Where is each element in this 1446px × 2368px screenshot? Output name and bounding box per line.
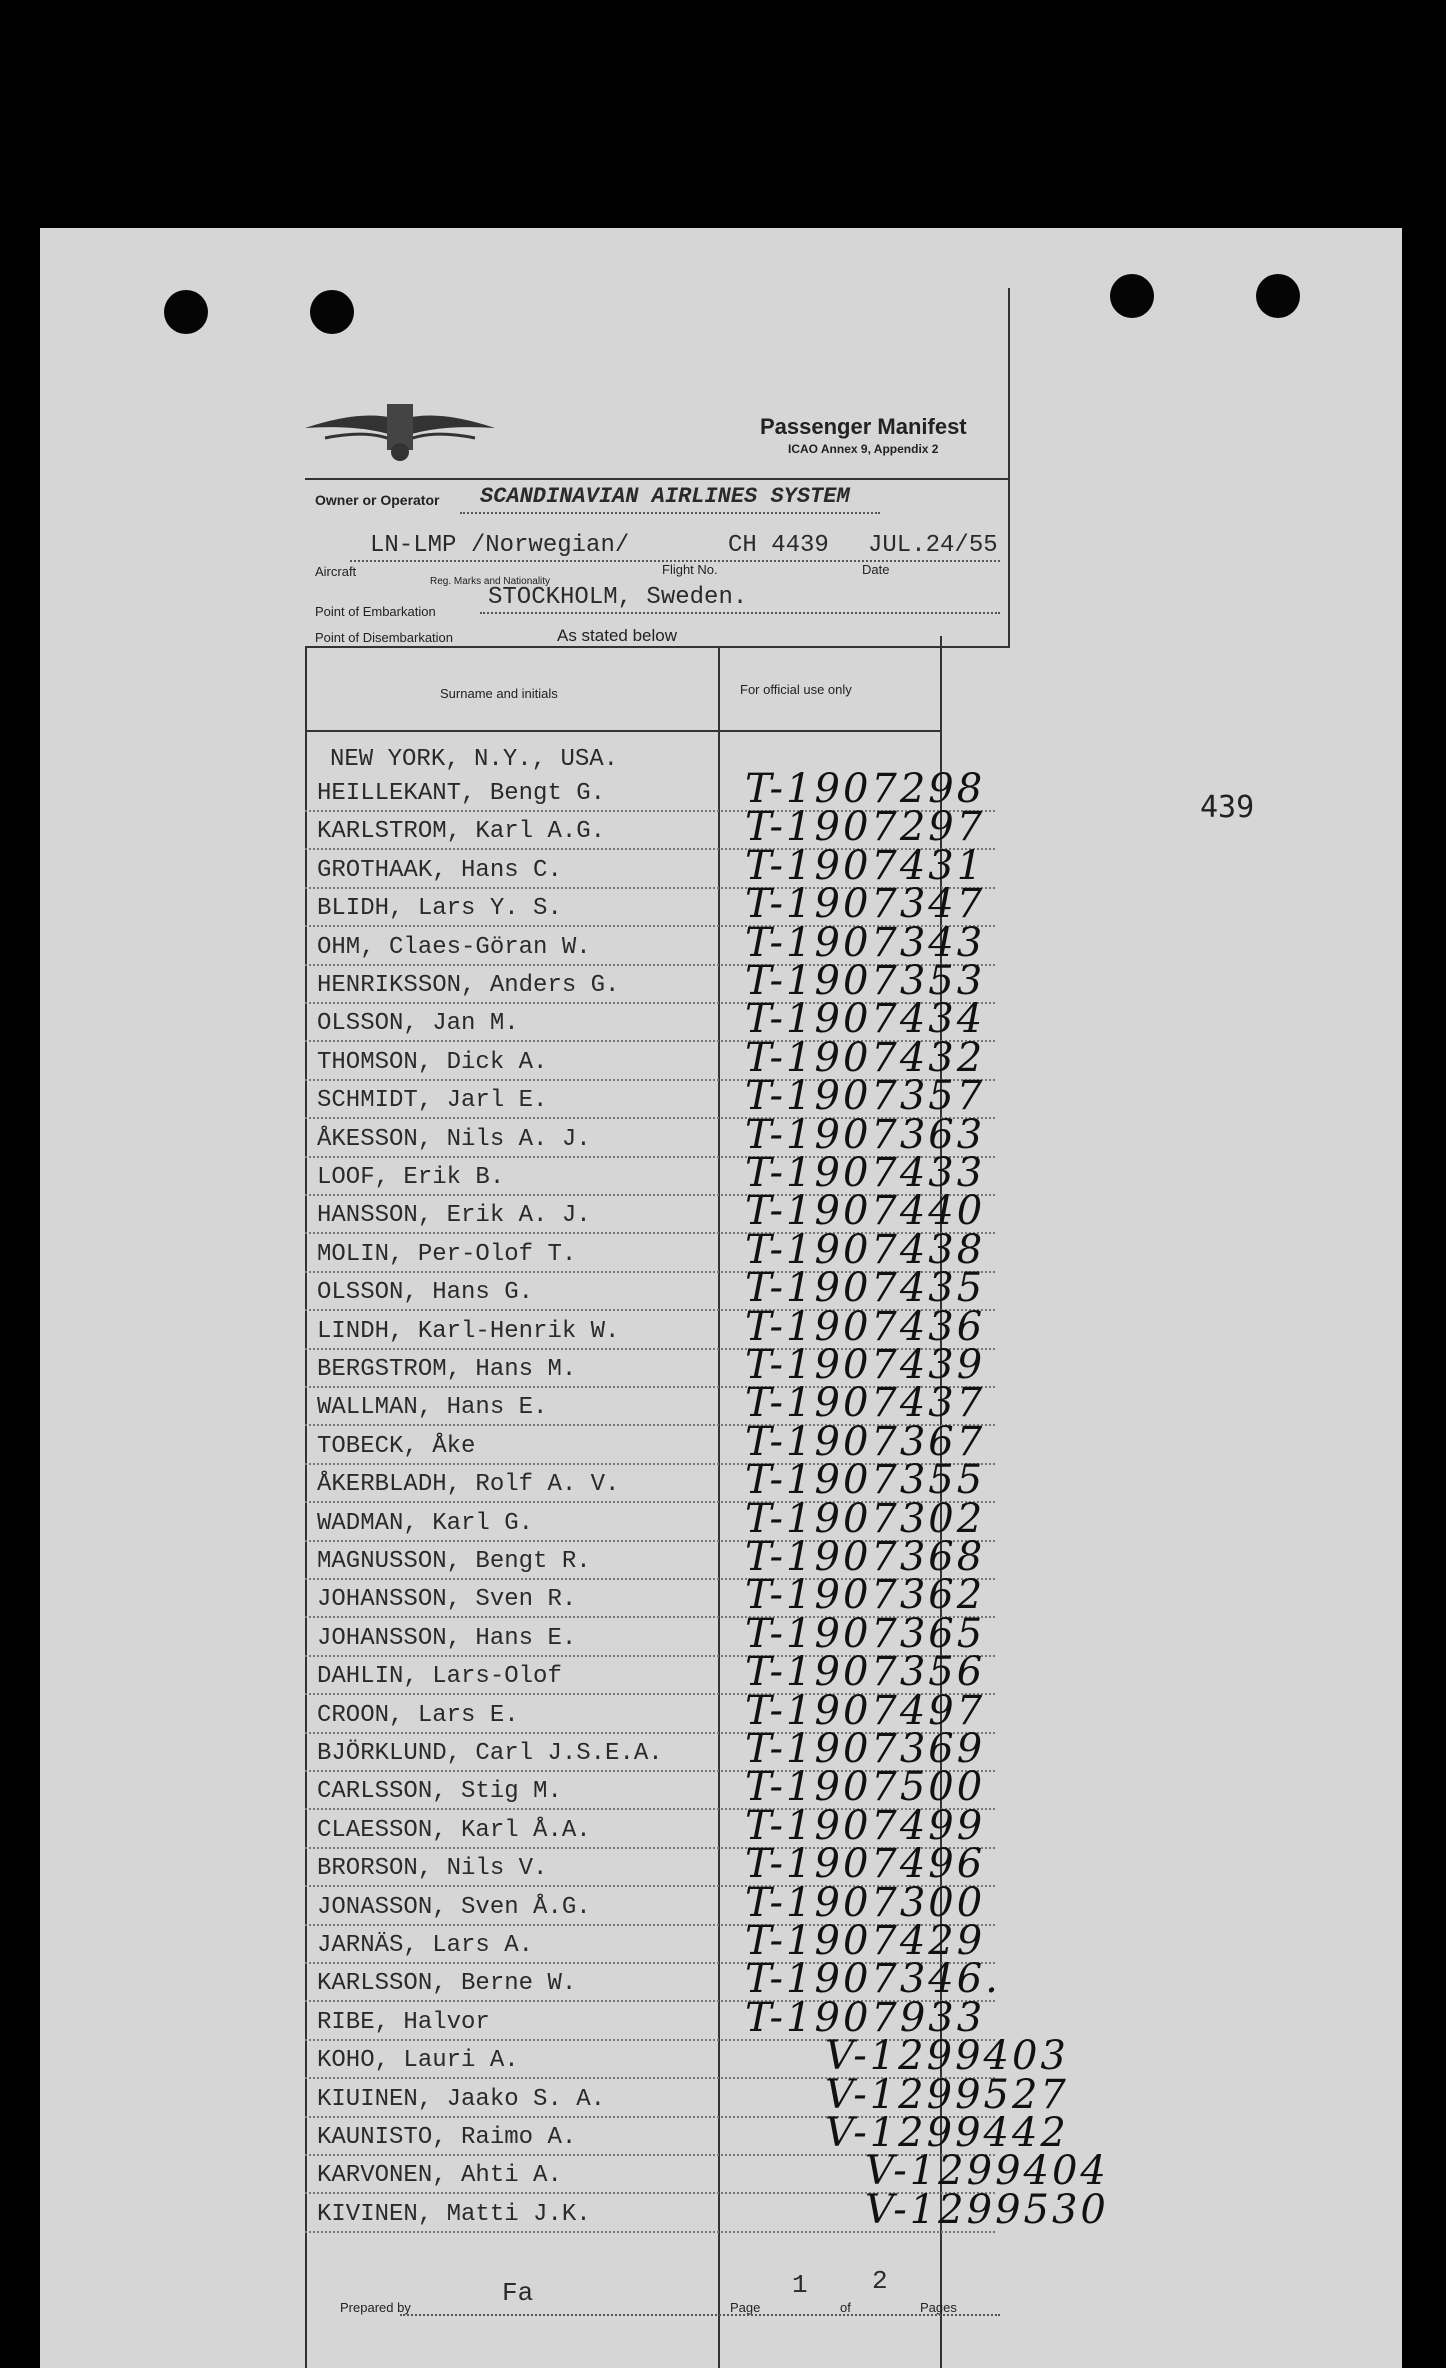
passenger-name: KARLSTROM, Karl A.G. (317, 818, 606, 846)
passenger-name: RIBE, Halvor (317, 2008, 490, 2036)
passport-number-handwritten: T-1907343 (745, 919, 986, 966)
passenger-name: CARLSSON, Stig M. (317, 1778, 562, 1806)
passport-number-handwritten: T-1907346. (745, 1956, 1001, 2003)
passport-number-handwritten: T-1907363 (745, 1111, 986, 1158)
passenger-name: JOHANSSON, Sven R. (317, 1586, 577, 1614)
passport-number-handwritten: T-1907367 (745, 1418, 986, 1465)
passport-number-handwritten: V-1299527 (825, 2071, 1069, 2118)
passenger-name: KIVINEN, Matti J.K. (317, 2200, 591, 2228)
passenger-name: HEILLEKANT, Bengt G. (317, 780, 606, 807)
passenger-name: JARNÄS, Lars A. (317, 1932, 534, 1959)
passenger-name: LINDH, Karl-Henrik W. (317, 1317, 620, 1345)
owner-label: Owner or Operator (315, 492, 440, 508)
punch-hole (310, 290, 354, 334)
date-label: Date (862, 562, 890, 577)
passenger-name: OHM, Claes-Göran W. (317, 933, 591, 961)
passport-number-handwritten: V-1299442 (825, 2110, 1069, 2156)
passport-number-handwritten: V-1299530 (865, 2186, 1109, 2233)
passport-number-handwritten: T-1907365 (745, 1610, 986, 1657)
passenger-name: BJÖRKLUND, Carl J.S.E.A. (317, 1740, 663, 1767)
passport-number-handwritten: T-1907433 (745, 1150, 986, 1196)
flight-value: CH 4439 (728, 532, 829, 559)
passenger-name: BERGSTROM, Hans M. (317, 1356, 577, 1383)
passenger-name: KOHO, Lauri A. (317, 2047, 519, 2075)
passport-number-handwritten: T-1907298 (745, 766, 986, 812)
form-subtitle: ICAO Annex 9, Appendix 2 (788, 442, 939, 456)
passenger-name: ÅKERBLADH, Rolf A. V. (317, 1471, 620, 1499)
passport-number-handwritten: T-1907431 (745, 842, 986, 889)
passport-number-handwritten: T-1907353 (745, 958, 986, 1004)
passport-number-handwritten: T-1907437 (745, 1380, 986, 1427)
passenger-name: JOHANSSON, Hans E. (317, 1624, 577, 1652)
destination: NEW YORK, N.Y., USA. (330, 746, 619, 773)
passenger-name: OLSSON, Jan M. (317, 1010, 519, 1038)
prepared-label: Prepared by (340, 2300, 411, 2315)
prepared-value: Fa (502, 2278, 534, 2308)
passenger-name: HENRIKSSON, Anders G. (317, 972, 620, 999)
passport-number-handwritten: T-1907500 (745, 1764, 986, 1811)
passport-number-handwritten: V-1299403 (825, 2033, 1069, 2080)
passenger-name: JONASSON, Sven Å.G. (317, 1893, 591, 1921)
passenger-name: BLIDH, Lars Y. S. (317, 895, 562, 923)
passenger-name: MAGNUSSON, Bengt R. (317, 1548, 591, 1575)
passenger-name: TOBECK, Åke (317, 1432, 476, 1460)
form-title: Passenger Manifest (760, 414, 967, 439)
passenger-name: KAUNISTO, Raimo A. (317, 2124, 577, 2151)
passport-number-handwritten: T-1907434 (745, 996, 986, 1043)
aircraft-sublabel: Reg. Marks and Nationality (430, 576, 551, 587)
passenger-name: KARLSSON, Berne W. (317, 1970, 577, 1998)
passport-number-handwritten: T-1907302 (745, 1495, 986, 1542)
passport-number-handwritten: T-1907356 (745, 1649, 986, 1696)
passenger-name: LOOF, Erik B. (317, 1164, 505, 1191)
punch-hole (1256, 274, 1300, 318)
passport-number-handwritten: T-1907499 (745, 1802, 986, 1849)
passport-number-handwritten: T-1907357 (745, 1073, 986, 1120)
date-value: JUL.24/55 (868, 532, 998, 559)
flight-label: Flight No. (662, 562, 718, 577)
passport-number-handwritten: V-1299404 (865, 2148, 1109, 2195)
passenger-name: THOMSON, Dick A. (317, 1048, 548, 1076)
disembark-value: As stated below (557, 626, 678, 645)
page-number-stamp: 439 (1200, 790, 1255, 825)
passenger-name: KIUINEN, Jaako S. A. (317, 2085, 606, 2113)
disembark-label: Point of Disembarkation (315, 630, 454, 645)
passport-number-handwritten: T-1907297 (745, 804, 986, 851)
col-official-header: For official use only (740, 682, 852, 697)
passport-number-handwritten: T-1907362 (745, 1572, 986, 1619)
of-value: 2 (872, 2266, 888, 2296)
passenger-name: WADMAN, Karl G. (317, 1509, 534, 1537)
passport-number-handwritten: T-1907300 (745, 1879, 986, 1926)
passenger-row (305, 2186, 1109, 2233)
of-label: of (840, 2300, 851, 2315)
passenger-name: MOLIN, Per-Olof T. (317, 1240, 577, 1268)
embark-label: Point of Embarkation (315, 604, 436, 619)
passenger-name: CROON, Lars E. (317, 1701, 519, 1729)
passenger-name: BRORSON, Nils V. (317, 1855, 548, 1883)
passport-number-handwritten: T-1907496 (745, 1841, 986, 1888)
passenger-name: DAHLIN, Lars-Olof (317, 1663, 562, 1691)
passenger-name: KARVONEN, Ahti A. (317, 2162, 562, 2190)
passenger-name: WALLMAN, Hans E. (317, 1394, 548, 1422)
passenger-name: GROTHAAK, Hans C. (317, 856, 562, 884)
passport-number-handwritten: T-1907497 (745, 1687, 986, 1734)
passport-number-handwritten: T-1907368 (745, 1534, 986, 1580)
passport-number-handwritten: T-1907355 (745, 1457, 986, 1504)
passport-number-handwritten: T-1907439 (745, 1342, 986, 1388)
passenger-name: OLSSON, Hans G. (317, 1279, 534, 1307)
manifest-page (40, 228, 1402, 2368)
passport-number-handwritten: T-1907933 (745, 1994, 986, 2041)
aircraft-label: Aircraft (315, 564, 357, 579)
embark-value: STOCKHOLM, Sweden. (488, 584, 748, 611)
passport-number-handwritten: T-1907432 (745, 1034, 986, 1081)
passport-number-handwritten: T-1907436 (745, 1303, 986, 1350)
passport-number-handwritten: T-1907440 (745, 1188, 986, 1235)
passport-number-handwritten: T-1907347 (745, 881, 986, 928)
passenger-name: ÅKESSON, Nils A. J. (317, 1125, 591, 1153)
passenger-name: SCHMIDT, Jarl E. (317, 1087, 548, 1115)
aircraft-value: LN-LMP /Norwegian/ (370, 532, 630, 559)
passport-number-handwritten: T-1907429 (745, 1918, 986, 1964)
passport-number-handwritten: T-1907435 (745, 1265, 986, 1312)
page-label: Page (730, 2300, 761, 2315)
sas-wings-logo (305, 398, 495, 468)
passenger-name: HANSSON, Erik A. J. (317, 1202, 591, 1230)
passenger-name: CLAESSON, Karl Å.A. (317, 1816, 591, 1844)
owner-value: SCANDINAVIAN AIRLINES SYSTEM (480, 484, 850, 509)
passport-number-handwritten: T-1907369 (745, 1726, 986, 1772)
passport-number-handwritten: T-1907438 (745, 1226, 986, 1273)
page-value: 1 (792, 2270, 808, 2300)
punch-hole (1110, 274, 1154, 318)
punch-hole (164, 290, 208, 334)
col-name-header: Surname and initials (440, 686, 558, 701)
pages-label: Pages (920, 2300, 957, 2315)
